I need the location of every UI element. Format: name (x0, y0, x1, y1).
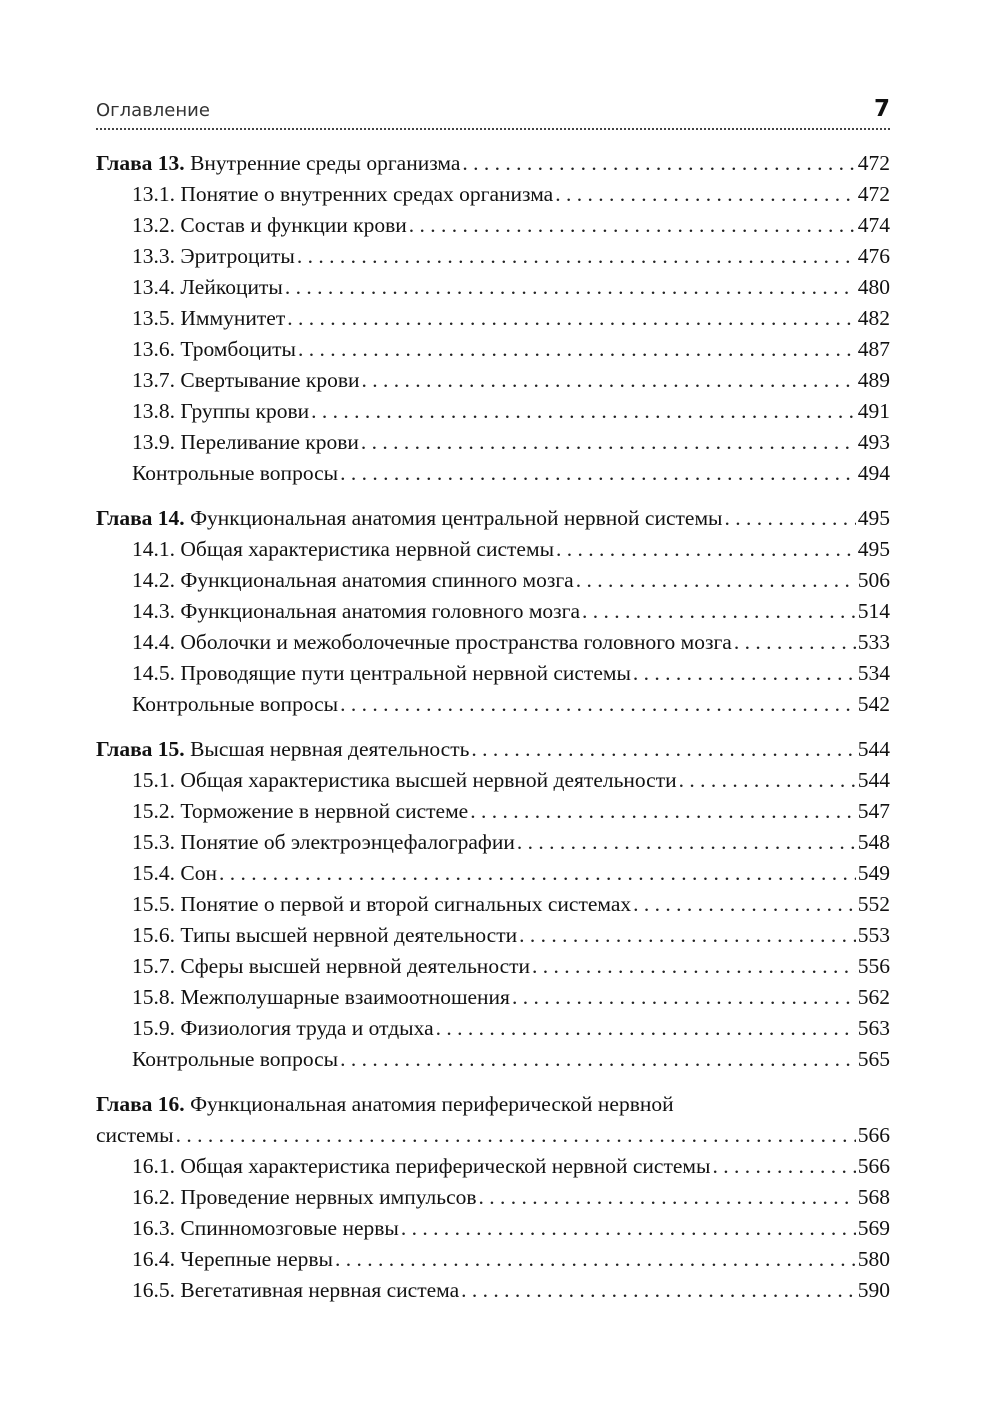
running-title: Оглавление (96, 100, 210, 121)
section-page-number: 544 (857, 768, 890, 792)
dot-leader (576, 565, 856, 596)
section-title: Функциональная анатомия спинного мозга (180, 568, 574, 592)
toc-section-entry[interactable] (96, 458, 890, 489)
section-heading (132, 334, 296, 365)
toc-section-entry[interactable] (96, 241, 890, 272)
section-title: Тромбоциты (180, 337, 296, 361)
section-title: Физиология труда и отдыха (180, 1016, 434, 1040)
dot-leader (532, 951, 856, 982)
section-heading (132, 982, 510, 1013)
section-page-number: 506 (857, 568, 890, 592)
section-number: 15.2. (132, 799, 175, 823)
section-heading (132, 951, 530, 982)
section-title: Черепные нервы (180, 1247, 333, 1271)
dot-leader (461, 1275, 856, 1306)
chapter-heading (96, 503, 723, 534)
toc-section-entry[interactable] (96, 920, 890, 951)
section-page-number: 491 (857, 399, 890, 423)
section-page-number: 480 (857, 275, 890, 299)
dot-leader (519, 920, 856, 951)
section-heading (132, 458, 338, 489)
section-page-number: 566 (857, 1154, 890, 1178)
section-number: 14.3. (132, 599, 175, 623)
section-heading (132, 889, 631, 920)
section-title: Проведение нервных импульсов (180, 1185, 477, 1209)
section-page-number: 482 (857, 306, 890, 330)
section-heading (132, 1213, 399, 1244)
toc-section-entry[interactable] (96, 365, 890, 396)
section-page-number: 568 (857, 1185, 890, 1209)
section-heading (132, 920, 517, 951)
section-number: 13.9. (132, 430, 175, 454)
section-number: 13.6. (132, 337, 175, 361)
dot-leader (517, 827, 856, 858)
section-page-number: 590 (857, 1278, 890, 1302)
section-heading (132, 565, 574, 596)
dot-leader (725, 503, 856, 534)
dot-leader (633, 658, 856, 689)
section-heading (132, 241, 295, 272)
toc-section-entry[interactable] (96, 658, 890, 689)
dot-leader (340, 458, 856, 489)
section-page-number: 534 (857, 661, 890, 685)
dot-leader (362, 365, 856, 396)
section-title: Контрольные вопросы (132, 692, 339, 716)
dot-leader (462, 148, 855, 179)
section-title: Спинномозговые нервы (180, 1216, 399, 1240)
toc-section-entry[interactable] (96, 858, 890, 889)
section-heading (132, 179, 553, 210)
chapter-gap (96, 720, 890, 734)
chapter-title: Внутренние среды организма (190, 151, 461, 175)
dot-leader (712, 1151, 855, 1182)
chapter-gap (96, 489, 890, 503)
chapter-title: Функциональная анатомия центральной нервной системы (190, 506, 723, 530)
section-title: Общая характеристика периферической нервной системы (180, 1154, 711, 1178)
section-number: 13.2. (132, 213, 175, 237)
toc-chapter-entry-continuation[interactable] (96, 1120, 890, 1151)
section-heading (132, 765, 677, 796)
chapter-title: Функциональная анатомия периферической нервной (190, 1092, 674, 1116)
section-heading (132, 1151, 710, 1182)
section-page-number: 542 (857, 692, 890, 716)
section-title: Функциональная анатомия головного мозга (180, 599, 581, 623)
chapter-title-continuation: системы (96, 1123, 174, 1147)
toc-section-entry[interactable] (96, 303, 890, 334)
section-page-number: 514 (857, 599, 890, 623)
section-number: 16.5. (132, 1278, 175, 1302)
section-page-number: 556 (857, 954, 890, 978)
chapter-page-number: 472 (857, 151, 890, 175)
toc-chapter-entry[interactable] (96, 148, 890, 179)
toc-section-entry[interactable] (96, 1013, 890, 1044)
section-title: Понятие о первой и второй сигнальных системах (180, 892, 632, 916)
section-heading (132, 1244, 333, 1275)
dot-leader (479, 1182, 856, 1213)
section-heading (132, 1013, 434, 1044)
toc-section-entry[interactable] (96, 982, 890, 1013)
chapter-heading (96, 1089, 674, 1120)
section-title: Общая характеристика нервной системы (180, 537, 555, 561)
section-title: Вегетативная нервная система (180, 1278, 460, 1302)
section-heading (132, 210, 407, 241)
section-heading (132, 303, 285, 334)
section-title: Эритроциты (180, 244, 295, 268)
section-number: 13.3. (132, 244, 175, 268)
section-page-number: 489 (857, 368, 890, 392)
section-title: Понятие об электроэнцефалографии (180, 830, 515, 854)
section-title: Проводящие пути центральной нервной системы (180, 661, 631, 685)
toc-section-entry[interactable] (96, 210, 890, 241)
dot-leader (219, 858, 856, 889)
section-title: Контрольные вопросы (132, 1047, 339, 1071)
section-number: 13.7. (132, 368, 175, 392)
section-number: 16.1. (132, 1154, 175, 1178)
table-of-contents (96, 148, 890, 1306)
toc-section-entry[interactable] (96, 1244, 890, 1275)
toc-section-entry[interactable] (96, 396, 890, 427)
section-title: Сферы высшей нервной деятельности (180, 954, 531, 978)
dot-leader (361, 427, 856, 458)
section-page-number: 553 (857, 923, 890, 947)
toc-section-entry[interactable] (96, 334, 890, 365)
dot-leader (298, 334, 856, 365)
section-page-number: 547 (857, 799, 890, 823)
toc-section-entry[interactable] (96, 889, 890, 920)
chapter-page-number: 495 (857, 506, 890, 530)
section-heading (132, 796, 468, 827)
section-page-number: 552 (857, 892, 890, 916)
running-header (96, 96, 890, 130)
toc-section-entry[interactable] (96, 1182, 890, 1213)
dot-leader (556, 534, 856, 565)
toc-section-entry[interactable] (96, 627, 890, 658)
section-page-number: 493 (857, 430, 890, 454)
toc-section-entry[interactable] (96, 796, 890, 827)
toc-section-entry[interactable] (96, 596, 890, 627)
section-page-number: 580 (857, 1247, 890, 1271)
dot-leader (512, 982, 856, 1013)
dot-leader (471, 734, 855, 765)
toc-section-entry[interactable] (96, 689, 890, 720)
toc-section-entry[interactable] (96, 1151, 890, 1182)
section-heading (132, 658, 631, 689)
section-page-number: 476 (857, 244, 890, 268)
dot-leader (470, 796, 856, 827)
section-title: Состав и функции крови (180, 213, 407, 237)
chapter-gap (96, 1075, 890, 1089)
section-number: 13.8. (132, 399, 175, 423)
section-page-number: 548 (857, 830, 890, 854)
toc-chapter-entry[interactable] (96, 734, 890, 765)
section-number: 14.5. (132, 661, 175, 685)
chapter-page-number: 566 (857, 1123, 890, 1147)
chapter-label: Глава 14. (96, 506, 185, 530)
section-number: 15.6. (132, 923, 175, 947)
header-dotted-rule (96, 128, 890, 130)
dot-leader (340, 689, 856, 720)
section-title: Группы крови (180, 399, 310, 423)
section-number: 16.3. (132, 1216, 175, 1240)
section-page-number: 472 (857, 182, 890, 206)
toc-section-entry[interactable] (96, 951, 890, 982)
dot-leader (176, 1120, 856, 1151)
section-page-number: 562 (857, 985, 890, 1009)
chapter-heading (96, 734, 469, 765)
toc-section-entry[interactable] (96, 827, 890, 858)
section-title: Контрольные вопросы (132, 461, 339, 485)
section-title: Общая характеристика высшей нервной деятельности (180, 768, 677, 792)
chapter-heading (96, 148, 460, 179)
chapter-label: Глава 15. (96, 737, 185, 761)
toc-section-entry[interactable] (96, 179, 890, 210)
section-heading (132, 396, 309, 427)
toc-chapter-entry[interactable] (96, 1089, 890, 1120)
section-number: 16.4. (132, 1247, 175, 1271)
toc-section-entry[interactable] (96, 1044, 890, 1075)
section-page-number: 533 (857, 630, 890, 654)
page-number: 7 (873, 96, 890, 122)
dot-leader (582, 596, 856, 627)
chapter-label: Глава 16. (96, 1092, 185, 1116)
section-number: 15.7. (132, 954, 175, 978)
dot-leader (555, 179, 856, 210)
dot-leader (633, 889, 856, 920)
section-number: 16.2. (132, 1185, 175, 1209)
section-number: 14.4. (132, 630, 175, 654)
dot-leader (401, 1213, 856, 1244)
section-heading (132, 858, 217, 889)
section-number: 15.3. (132, 830, 175, 854)
dot-leader (287, 303, 856, 334)
section-page-number: 474 (857, 213, 890, 237)
section-heading (132, 1275, 459, 1306)
section-page-number: 495 (857, 537, 890, 561)
section-page-number: 549 (857, 861, 890, 885)
dot-leader (679, 765, 856, 796)
section-title: Свертывание крови (180, 368, 360, 392)
chapter-label: Глава 13. (96, 151, 185, 175)
section-title: Оболочки и межоболочечные пространства головного мозга (180, 630, 732, 654)
section-title: Типы высшей нервной деятельности (180, 923, 518, 947)
section-number: 13.1. (132, 182, 175, 206)
section-heading (132, 827, 515, 858)
dot-leader (409, 210, 856, 241)
section-number: 13.5. (132, 306, 175, 330)
section-page-number: 494 (857, 461, 890, 485)
toc-section-entry[interactable] (96, 1275, 890, 1306)
section-page-number: 565 (857, 1047, 890, 1071)
section-title: Переливание крови (180, 430, 359, 454)
dot-leader (340, 1044, 856, 1075)
dot-leader (285, 272, 856, 303)
dot-leader (297, 241, 856, 272)
section-page-number: 487 (857, 337, 890, 361)
section-number: 15.1. (132, 768, 175, 792)
toc-section-entry[interactable] (96, 272, 890, 303)
chapter-title: Высшая нервная деятельность (190, 737, 470, 761)
section-number: 15.5. (132, 892, 175, 916)
section-number: 14.2. (132, 568, 175, 592)
section-heading (132, 427, 359, 458)
toc-section-entry[interactable] (96, 427, 890, 458)
dot-leader (436, 1013, 856, 1044)
section-heading (132, 365, 360, 396)
toc-section-entry[interactable] (96, 1213, 890, 1244)
section-title: Иммунитет (180, 306, 286, 330)
section-heading (132, 1044, 338, 1075)
section-number: 15.9. (132, 1016, 175, 1040)
dot-leader (734, 627, 856, 658)
toc-section-entry[interactable] (96, 565, 890, 596)
section-title: Межполушарные взаимоотношения (180, 985, 510, 1009)
section-number: 14.1. (132, 537, 175, 561)
section-heading (132, 272, 283, 303)
section-title: Понятие о внутренних средах организма (180, 182, 554, 206)
section-page-number: 569 (857, 1216, 890, 1240)
chapter-page-number: 544 (857, 737, 890, 761)
section-heading (132, 1182, 477, 1213)
section-number: 15.8. (132, 985, 175, 1009)
toc-section-entry[interactable] (96, 765, 890, 796)
section-page-number: 563 (857, 1016, 890, 1040)
section-heading (132, 689, 338, 720)
section-heading (132, 534, 554, 565)
section-heading (132, 627, 732, 658)
toc-chapter-entry[interactable] (96, 503, 890, 534)
section-number: 13.4. (132, 275, 175, 299)
section-heading (132, 596, 580, 627)
toc-section-entry[interactable] (96, 534, 890, 565)
dot-leader (335, 1244, 856, 1275)
dot-leader (311, 396, 856, 427)
section-title: Лейкоциты (180, 275, 283, 299)
section-title: Торможение в нервной системе (180, 799, 469, 823)
section-number: 15.4. (132, 861, 175, 885)
section-title: Сон (180, 861, 217, 885)
